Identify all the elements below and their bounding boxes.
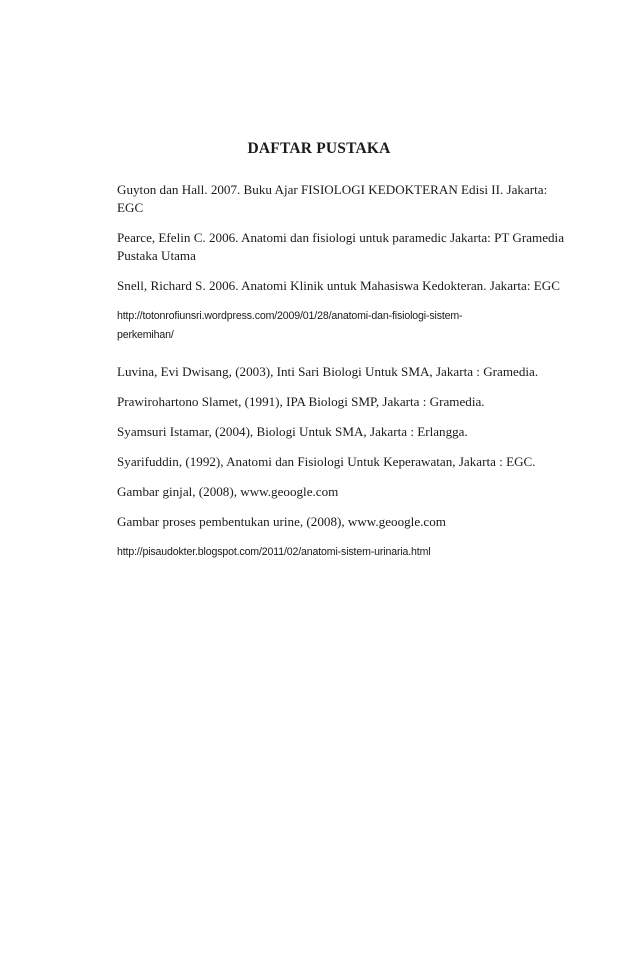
reference-syarifuddin	[117, 453, 547, 471]
reference-line: Pustaka Utama	[117, 248, 196, 263]
page-title: DAFTAR PUSTAKA	[247, 140, 391, 157]
reference-line: perkemihan/	[117, 329, 174, 341]
reference-gambar-urine	[117, 513, 547, 531]
reference-line: Syarifuddin, (1992), Anatomi dan Fisiologi Untuk Keperawatan, Jakarta : EGC.	[117, 454, 536, 469]
reference-url-totonrofiunsri	[117, 307, 547, 345]
reference-line: Gambar ginjal, (2008), www.geoogle.com	[117, 484, 339, 499]
reference-line: http://pisaudokter.blogspot.com/2011/02/anatomi-sistem-urinaria.html	[117, 546, 431, 558]
reference-syamsuri	[117, 423, 547, 441]
reference-line: http://totonrofiunsri.wordpress.com/2009/01/28/anatomi-dan-fisiologi-sistem-	[117, 310, 463, 322]
reference-pearce	[117, 229, 565, 265]
reference-line: Snell, Richard S. 2006. Anatomi Klinik untuk Mahasiswa Kedokteran. Jakarta: EGC	[117, 278, 560, 293]
reference-url-pisaudokter	[117, 543, 547, 562]
reference-prawirohartono	[117, 393, 547, 411]
reference-snell	[117, 277, 560, 295]
reference-line: Luvina, Evi Dwisang, (2003), Inti Sari Biologi Untuk SMA, Jakarta : Gramedia.	[117, 364, 539, 379]
reference-line: Prawirohartono Slamet, (1991), IPA Biologi SMP, Jakarta : Gramedia.	[117, 394, 485, 409]
reference-line: Syamsuri Istamar, (2004), Biologi Untuk SMA, Jakarta : Erlangga.	[117, 424, 468, 439]
reference-luvina	[117, 363, 547, 381]
reference-line: Guyton dan Hall. 2007. Buku Ajar FISIOLOGI KEDOKTERAN Edisi II. Jakarta:	[117, 182, 548, 197]
reference-line: Gambar proses pembentukan urine, (2008), www.geoogle.com	[117, 514, 446, 529]
reference-list	[117, 181, 565, 574]
reference-gambar-ginjal	[117, 483, 547, 501]
reference-line: EGC	[117, 200, 144, 215]
reference-line: Pearce, Efelin C. 2006. Anatomi dan fisiologi untuk paramedic Jakarta: PT Gramedia	[117, 230, 565, 245]
reference-guyton	[117, 181, 547, 217]
